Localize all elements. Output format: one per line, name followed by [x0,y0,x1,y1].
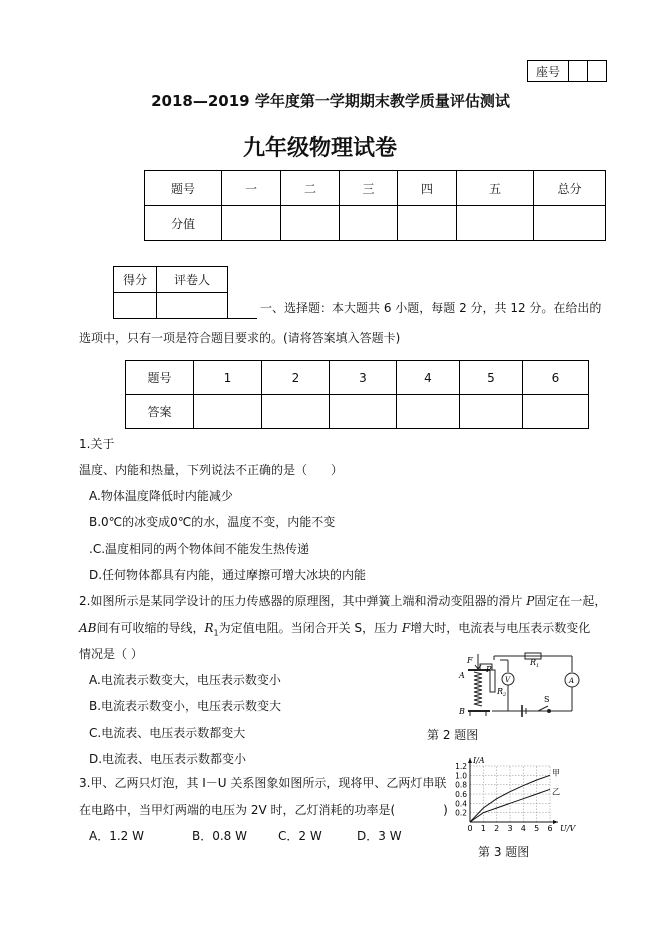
grader-name-cell[interactable] [157,293,228,319]
label-p: P [486,665,492,674]
score-row-label: 分值 [145,206,222,241]
answer-table-header: 题号 [126,361,194,395]
q1-option-b: B.0℃的冰变成0℃的水，温度不变，内能不变 [89,515,336,529]
answer-table-header: 2 [262,361,330,395]
y-tick-label: 1.0 [455,771,467,781]
answer-cell[interactable] [523,395,589,429]
label-r1-main: R [530,658,537,667]
x-tick-label: 0 [467,824,473,833]
x-axis-label: U/V [560,824,576,833]
answer-cell[interactable] [262,395,330,429]
q2-text: 增大时，电流表与电压表示数变化 [410,621,591,635]
section1-intro-line1: 一、选择题：本大题共 6 小题，每题 2 分，共 12 分。在给出的 [260,301,602,315]
q2-symbol-ab: AB [79,621,97,635]
x-tick-label: 5 [534,824,540,833]
label-r2-main: R [497,687,504,696]
y-tick-label: 0.2 [455,808,467,818]
q2-option-c: C.电流表、电压表示数都变大 [89,726,246,740]
q3-option-c: C．2 W [278,829,322,843]
q2-subscript: 1 [213,628,219,638]
q1-option-c: .C.温度相同的两个物体间不能发生热传递 [89,542,310,556]
score-table-header: 二 [281,171,340,206]
score-cell[interactable] [457,206,534,241]
q1-option-d: D.任何物体都具有内能，通过摩擦可增大冰块的内能 [89,568,367,582]
seat-label: 座号 [528,61,569,82]
x-tick-label: 3 [507,824,513,833]
q2-option-a: A.电流表示数变大，电压表示数变小 [89,673,281,687]
series-label: 甲 [552,768,560,778]
q2-text: 固定在一起， [534,594,607,608]
series-label: 乙 [552,787,560,797]
y-tick-label: 0.8 [455,780,467,790]
label-r1 [529,658,539,669]
grader-name-label: 评卷人 [157,267,228,293]
q3-stem-line2: 在电路中，当甲灯两端的电压为 2V 时，乙灯消耗的功率是( ) [79,803,448,817]
y-tick-label: 1.2 [455,762,467,771]
q2-symbol-f: F [401,621,411,635]
paper-title: 九年级物理试卷 [242,136,397,161]
seat-number-box [527,60,607,82]
q2-text: 为定值电阻。当闭合开关 S，压力 [218,621,402,635]
answer-table-header: 5 [460,361,523,395]
seat-cell[interactable] [569,61,588,82]
section1-intro-line2: 选项中，只有一项是符合题目要求的。(请将答案填入答题卡) [79,331,401,345]
q3-option-d: D．3 W [357,829,402,843]
score-cell[interactable] [398,206,457,241]
score-cell[interactable] [534,206,606,241]
q2-symbol-p: P [526,594,535,608]
q2-text: 间有可收缩的导线， [96,621,205,635]
q2-figure-caption: 第 2 题图 [427,728,479,742]
q3-option-b: B．0.8 W [192,829,247,843]
grader-underline [227,318,257,319]
x-tick-label: 6 [547,824,553,833]
score-table-header: 五 [457,171,534,206]
q1-stem: 温度、内能和热量，下列说法不正确的是（ ） [79,463,344,477]
q3-option-a: A．1.2 W [89,829,144,843]
label-f: F [467,656,473,665]
score-table-header: 四 [398,171,457,206]
x-axis-arrow [553,820,558,824]
answer-table-header: 3 [330,361,397,395]
x-tick-label: 1 [480,824,486,833]
label-r2-sub: 2 [503,692,507,698]
y-axis-label: I/A [473,756,485,765]
score-cell[interactable] [281,206,340,241]
score-table-header: 三 [340,171,398,206]
q2-text: 2.如图所示是某同学设计的压力传感器的原理图，其中弹簧上端和滑动变阻器的滑片 [79,594,527,608]
grader-score-cell[interactable] [114,293,157,319]
score-cell[interactable] [222,206,281,241]
exam-title: 2018—2019 学年度第一学期期末教学质量评估测试 [151,92,510,110]
voltmeter-icon: V [505,676,511,684]
answer-table-header: 4 [397,361,460,395]
grader-box [113,266,228,319]
x-tick-label: 4 [520,824,526,833]
y-tick-label: 0.6 [455,790,467,799]
label-r2 [496,687,506,698]
y-tick-label: 0.4 [455,799,467,809]
q1-number: 1.关于 [79,437,115,451]
ammeter-icon: A [569,677,575,685]
q3-stem-line1: 3.甲、乙两只灯泡，其 I－U 关系图象如图所示，现将甲、乙两灯串联 [79,776,447,790]
answer-cell[interactable] [397,395,460,429]
q2-option-b: B.电流表示数变小，电压表示数变大 [89,699,282,713]
answer-cell[interactable] [330,395,397,429]
x-tick-label: 2 [494,824,500,833]
score-table-header: 题号 [145,171,222,206]
score-cell[interactable] [340,206,398,241]
q2-circuit-diagram [450,650,580,720]
answer-cell[interactable] [194,395,262,429]
q3-iu-chart [446,752,576,836]
label-b: B [459,707,465,716]
answer-cell[interactable] [460,395,523,429]
label-a: A [459,671,465,680]
q2-stem-line1 [79,592,606,609]
label-s: S [544,695,550,704]
score-table-header: 一 [222,171,281,206]
answer-table-header: 1 [194,361,262,395]
answer-table [125,360,589,429]
answer-row-label: 答案 [126,395,194,429]
seat-cell[interactable] [588,61,607,82]
label-r1-sub: 1 [536,663,540,669]
q2-stem-line3: 情况是（ ） [79,647,143,661]
y-axis-arrow [468,758,472,763]
q1-option-a: A.物体温度降低时内能减少 [89,489,233,503]
answer-table-header: 6 [523,361,589,395]
q2-stem-line2 [79,619,590,637]
score-table-header: 总分 [534,171,606,206]
q3-figure-caption: 第 3 题图 [478,845,530,859]
score-table [144,170,606,241]
q2-option-d: D.电流表、电压表示数都变小 [89,752,247,766]
q2-symbol-r: R [204,621,214,635]
grader-score-label: 得分 [114,267,157,293]
